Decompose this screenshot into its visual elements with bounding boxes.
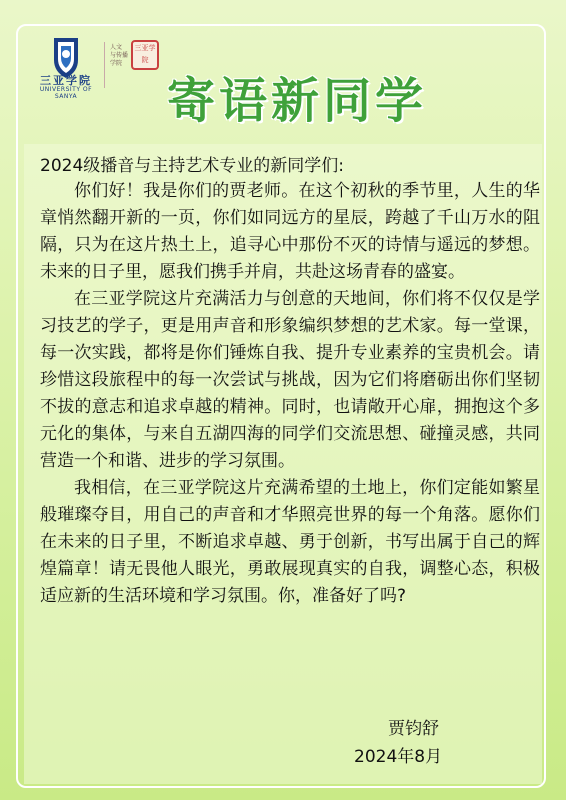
letter-date: 2024年8月 xyxy=(354,747,443,767)
letter-paragraph: 在三亚学院这片充满活力与创意的天地间，你们将不仅仅是学习技艺的学子，更是用声音和形象编织梦想的艺术家。每一堂课，每一次实践，都将是你们锤炼自我、提升专业素养的宝贵机会。请珍惜这段旅程中的每一次尝试与挑战，因为它们将磨砺出你们坚韧不拔的意志和追求卓越的精神。同时，也请敞开心扉，拥抱这个多元化的集体，与来自五湖四海的同学们交流思想、碰撞灵感，共同营造一个和谐、进步的学习氛围。 xyxy=(40,289,540,471)
letter-paragraph: 你们好！我是你们的贾老师。在这个初秋的季节里，人生的华章悄然翻开新的一页，你们如同远方的星辰，跨越了千山万水的阻隔，只为在这片热土上，追寻心中那份不灭的诗情与遥远的梦想。未来的日子里，愿我们携手并肩，共赴这场青春的盛宴。 xyxy=(40,181,540,282)
logo-name: 三亚学院 xyxy=(40,74,92,87)
page-title: 寄语新同学 xyxy=(166,73,427,129)
logo-english: UNIVERSITY OF SANYA xyxy=(39,86,93,100)
red-seal-stamp: 三亚学院 xyxy=(131,40,159,70)
letter-signature: 贾钧舒 xyxy=(388,719,439,739)
college-name xyxy=(110,44,128,68)
college-line: 与传播 xyxy=(110,52,129,59)
letter-paragraph: 我相信，在三亚学院这片充满希望的土地上，你们定能如繁星般璀璨夺目，用自己的声音和才华照亮世界的每一个角落。愿你们在未来的日子里，不断追求卓越、勇于创新，书写出属于自己的辉煌篇章！请无畏他人眼光，勇敢展现真实的自我，调整心态，积极适应新的生活环境和学习氛围。你，准备好了吗? xyxy=(40,478,540,606)
header-divider xyxy=(104,42,105,88)
letter-body xyxy=(40,178,540,610)
college-line: 学院 xyxy=(110,60,123,67)
letter-greeting: 2024级播音与主持艺术专业的新同学们: xyxy=(40,156,344,176)
college-line: 人文 xyxy=(110,44,123,51)
